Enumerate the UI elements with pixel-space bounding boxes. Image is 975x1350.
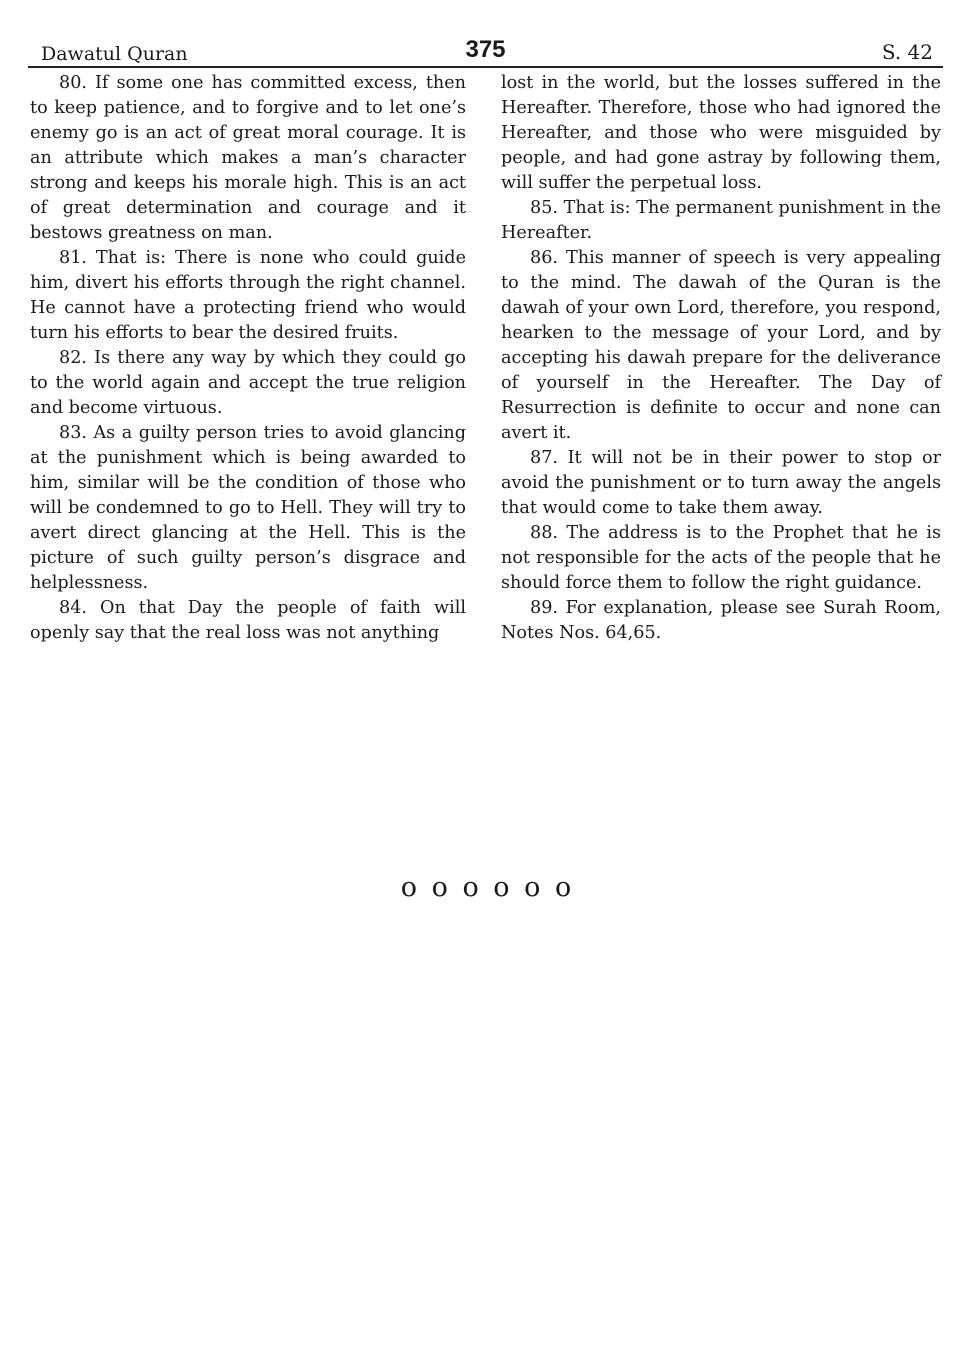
page-number: 375	[465, 36, 506, 63]
note-80: 80. If some one has committed excess, then to keep patience, and to forgive and to let one’s enemy go is an act of great moral courage. It is an attribute which makes a man’s character strong and keeps his morale high. This is an act of great determination and courage and it bestows greatness on man.	[30, 73, 466, 243]
surah-reference: S. 42	[881, 40, 933, 64]
left-column	[30, 71, 466, 646]
note-81: 81. That is: There is none who could guide him, divert his efforts through the right channel. He cannot have a protecting friend who would turn his efforts to bear the desired fruits.	[30, 248, 466, 343]
note-83: 83. As a guilty person tries to avoid glancing at the punishment which is being awarded to him, similar will be the condition of those who will be condemned to go to Hell. They will try to avert direct glancing at the Hell. This is the picture of such guilty person’s disgrace and helplessness.	[30, 423, 466, 593]
section-end-ornament: o o o o o o	[400, 872, 575, 903]
note-87: 87. It will not be in their power to stop or avoid the punishment or to turn away the angels that would come to take them away.	[501, 448, 941, 518]
note-82: 82. Is there any way by which they could go to the world again and accept the true religion and become virtuous.	[30, 348, 466, 418]
note-88: 88. The address is to the Prophet that he is not responsible for the acts of the people that he should force them to follow the right guidance.	[501, 523, 941, 593]
note-84-continuation: lost in the world, but the losses suffered in the Hereafter. Therefore, those who had ignored the Hereafter, and those who were misguided by people, and had gone astray by following them, will suffer the perpetual loss.	[501, 73, 941, 193]
page-header	[28, 38, 943, 68]
note-89: 89. For explanation, please see Surah Room, Notes Nos. 64,65.	[501, 598, 941, 643]
note-85: 85. That is: The permanent punishment in the Hereafter.	[501, 198, 941, 243]
right-column	[501, 71, 941, 646]
note-86: 86. This manner of speech is very appealing to the mind. The dawah of the Quran is the dawah of your own Lord, therefore, you respond, hearken to the message of your Lord, and by accepting his dawah prepare for the deliverance of yourself in the Hereafter. The Day of Resurrection is definite to occur and none can avert it.	[501, 248, 941, 443]
note-84: 84. On that Day the people of faith will openly say that the real loss was not anything	[30, 598, 466, 643]
book-title: Dawatul Quran	[41, 43, 188, 65]
